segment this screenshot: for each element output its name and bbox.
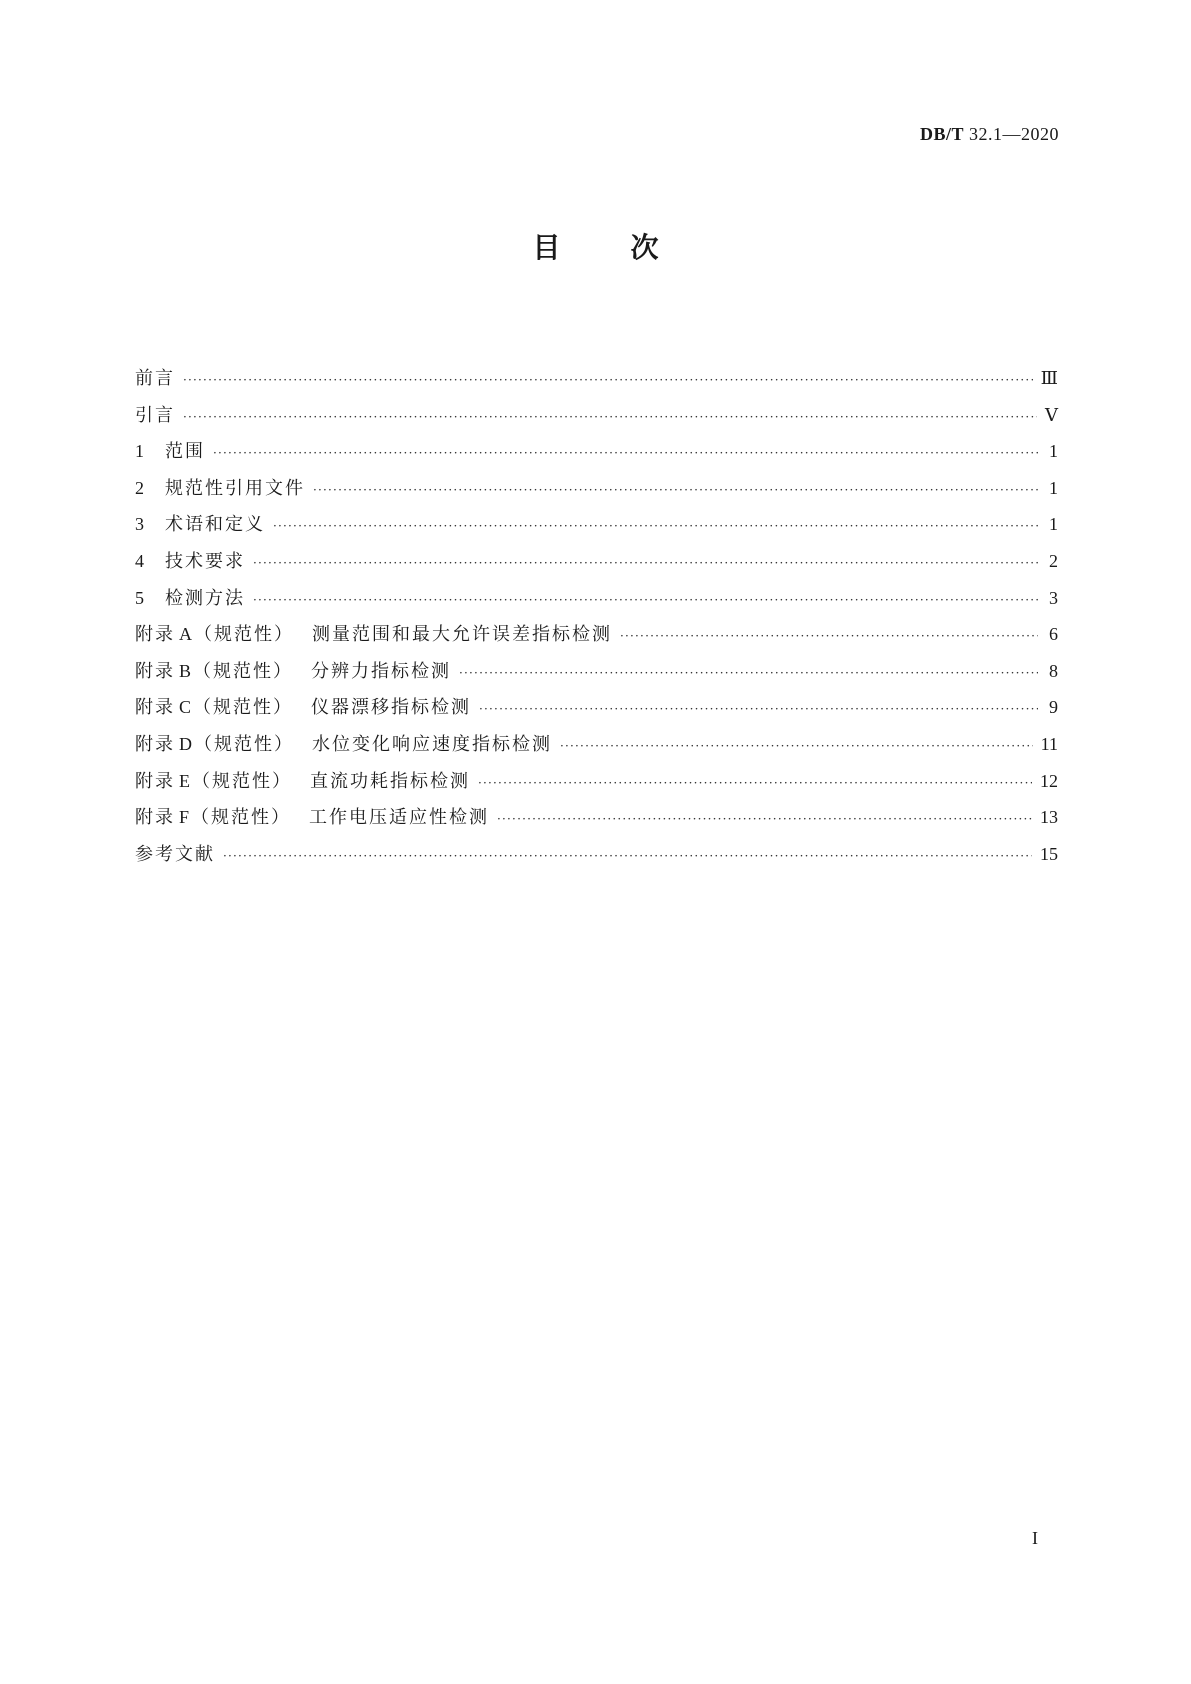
toc-entry-page: 13 (1040, 807, 1058, 828)
toc-entry-page: 1 (1049, 477, 1058, 498)
toc-entry-page: Ⅲ (1040, 368, 1058, 388)
toc-entry-page: 3 (1049, 587, 1058, 608)
toc-entry-page: 15 (1040, 843, 1058, 864)
dot-leader (273, 519, 1038, 533)
toc-entry-annex-a[interactable] (135, 620, 1058, 657)
annex-letter: B (179, 660, 192, 681)
toc-entry-bibliography[interactable] (135, 840, 1058, 877)
dot-leader (253, 593, 1038, 607)
toc-entry-number: 5 (135, 587, 144, 608)
document-code-number: 32.1—2020 (969, 124, 1059, 144)
annex-prefix: 附录 (135, 697, 175, 719)
toc-entry-page: 11 (1040, 733, 1058, 754)
dot-leader (183, 373, 1033, 387)
toc-entry-annex-d[interactable] (135, 730, 1058, 767)
dot-leader (459, 666, 1038, 680)
dot-leader (478, 776, 1032, 790)
toc-entry-label: 工作电压适应性检测 (309, 807, 490, 829)
toc-entry-annex-f[interactable] (135, 803, 1058, 840)
toc-entry-label: 前言 (135, 368, 175, 389)
toc-entry-page: 9 (1049, 697, 1058, 718)
toc-entry-label: 分辨力指标检测 (311, 660, 452, 682)
dot-leader (497, 812, 1032, 826)
toc-entry-label: 参考文献 (135, 843, 215, 865)
toc-entry-test-methods[interactable] (135, 584, 1058, 621)
toc-entry-page: 2 (1049, 550, 1058, 571)
annex-letter: E (179, 770, 190, 791)
toc-entry-page: 8 (1049, 660, 1058, 681)
annex-type: （规范性） (193, 660, 294, 682)
toc-entry-page: 6 (1049, 624, 1058, 645)
annex-type: （规范性） (194, 733, 294, 755)
toc-entry-foreword[interactable] (135, 364, 1058, 401)
annex-type: （规范性） (193, 697, 294, 719)
toc-entry-label: 仪器漂移指标检测 (311, 697, 472, 719)
annex-prefix: 附录 (135, 624, 175, 646)
toc-entry-page: 1 (1049, 441, 1058, 462)
toc-entry-scope[interactable] (135, 437, 1058, 474)
dot-leader (213, 446, 1038, 460)
toc-entry-number: 2 (135, 477, 144, 498)
annex-prefix: 附录 (135, 660, 175, 682)
annex-type: （规范性） (194, 624, 294, 646)
toc-entry-annex-b[interactable] (135, 657, 1058, 694)
toc-entry-label: 直流功耗指标检测 (310, 770, 470, 792)
annex-letter: F (179, 807, 190, 828)
toc-entry-label: 测量范围和最大允许误差指标检测 (312, 624, 612, 646)
dot-leader (253, 556, 1038, 570)
page-number: I (1032, 1528, 1038, 1548)
toc-entry-annex-c[interactable] (135, 693, 1058, 730)
annex-prefix: 附录 (135, 770, 175, 792)
annex-type: （规范性） (192, 770, 292, 792)
dot-leader (313, 483, 1038, 497)
dot-leader (560, 739, 1033, 753)
annex-letter: D (179, 733, 192, 754)
toc-entry-label: 技术要求 (165, 550, 245, 572)
annex-prefix: 附录 (135, 807, 175, 829)
annex-letter: A (179, 624, 192, 645)
toc-entry-page: 12 (1040, 770, 1058, 791)
annex-prefix: 附录 (135, 733, 175, 755)
toc-entry-number: 4 (135, 550, 144, 571)
toc-entry-label: 范围 (165, 441, 205, 463)
toc-entry-label: 引言 (135, 404, 175, 426)
toc-entry-label: 规范性引用文件 (165, 477, 305, 499)
toc-entry-number: 1 (135, 441, 144, 462)
document-code-prefix: DB/T (919, 124, 964, 144)
toc-entry-page: Ⅴ (1045, 404, 1058, 425)
toc-entry-annex-e[interactable] (135, 767, 1058, 804)
toc-entry-terms-definitions[interactable] (135, 510, 1058, 547)
document-code (920, 124, 1059, 145)
toc-entry-normative-references[interactable] (135, 474, 1058, 511)
toc-title (0, 226, 1191, 266)
toc-entry-page: 1 (1049, 514, 1058, 535)
toc-entry-technical-requirements[interactable] (135, 547, 1058, 584)
annex-letter: C (179, 697, 192, 718)
dot-leader (223, 849, 1032, 863)
dot-leader (620, 629, 1038, 643)
toc-entry-introduction[interactable] (135, 401, 1058, 438)
toc-title-char-1: 目 (532, 231, 561, 264)
toc-entry-label: 水位变化响应速度指标检测 (312, 733, 552, 755)
dot-leader (183, 410, 1037, 424)
toc-entry-number: 3 (135, 514, 144, 535)
annex-type: （规范性） (191, 807, 292, 829)
toc-entry-label: 检测方法 (165, 587, 245, 609)
toc-entry-label: 术语和定义 (165, 514, 265, 536)
toc-list (135, 364, 1058, 876)
toc-title-char-2: 次 (630, 231, 659, 264)
dot-leader (479, 702, 1038, 716)
